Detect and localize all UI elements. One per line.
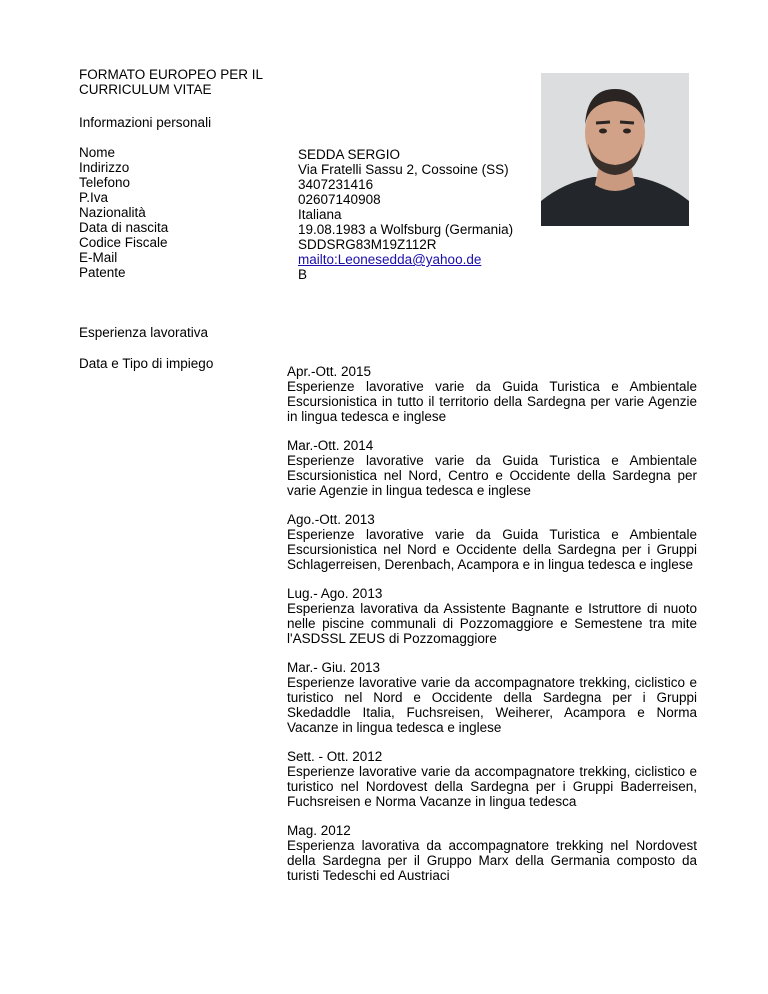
experience-entry xyxy=(287,749,697,809)
experience-date: Lug.- Ago. 2013 xyxy=(287,586,383,601)
label-vat: P.Iva xyxy=(79,190,109,205)
experience-date: Apr.-Ott. 2015 xyxy=(287,364,372,379)
document-title xyxy=(79,67,319,97)
experience-description: Esperienza lavorativa da Assistente Bagnante e Istruttore di nuoto nelle piscine communali di Pozzomaggiore e Semestene tra mite l'ASDSSL ZEUS di Pozzomaggiore xyxy=(287,601,697,646)
profile-photo xyxy=(541,73,689,226)
label-tax-code: Codice Fiscale xyxy=(79,235,168,250)
value-phone: 3407231416 xyxy=(298,177,374,192)
value-license: B xyxy=(298,267,308,282)
experience-date: Sett. - Ott. 2012 xyxy=(287,749,383,764)
experience-entry xyxy=(287,823,697,883)
experience-entry xyxy=(287,512,697,572)
experience-description: Esperienze lavorative varie da accompagnatore trekking, ciclistico e turistico nel Nord e Occidente della Sardegna per i Gruppi Skedaddle Italia, Fuchsreisen, Weiherer, Acampora e Norma Vacanze in lingua tedesca e inglese xyxy=(287,675,697,735)
value-email-row xyxy=(298,252,558,267)
value-vat: 02607140908 xyxy=(298,192,381,207)
portrait-image xyxy=(541,73,689,226)
experience-date: Mag. 2012 xyxy=(287,823,351,838)
label-email: E-Mail xyxy=(79,250,118,265)
experience-list xyxy=(287,364,697,897)
experience-description: Esperienze lavorative varie da Guida Turistica e Ambientale Escursionistica in tutto il territorio della Sardegna per varie Agenzie in lingua tedesca e inglese xyxy=(287,379,697,424)
email-link[interactable]: mailto:Leonesedda@yahoo.de xyxy=(298,252,482,267)
experience-entry xyxy=(287,364,697,424)
experience-date: Mar.- Giu. 2013 xyxy=(287,660,381,675)
experience-description: Esperienze lavorative varie da Guida Turistica e Ambientale Escursionistica nel Nord, Centro e Occidente della Sardegna per varie Agenzie in lingua tedesca e inglese xyxy=(287,453,697,498)
experience-entry xyxy=(287,660,697,735)
personal-info-labels xyxy=(79,145,259,280)
value-tax-code: SDDSRG83M19Z112R xyxy=(298,237,437,252)
document-title-line-2: CURRICULUM VITAE xyxy=(79,82,212,97)
experience-date: Ago.-Ott. 2013 xyxy=(287,512,375,527)
document-title-line-1: FORMATO EUROPEO PER IL xyxy=(79,67,264,82)
experience-entry xyxy=(287,438,697,498)
label-nationality: Nazionalità xyxy=(79,205,146,220)
label-address: Indirizzo xyxy=(79,160,130,175)
label-license: Patente xyxy=(79,265,126,280)
personal-info-heading: Informazioni personali xyxy=(79,115,212,130)
label-birth: Data di nascita xyxy=(79,220,169,235)
value-name: SEDDA SERGIO xyxy=(298,147,401,162)
experience-date: Mar.-Ott. 2014 xyxy=(287,438,374,453)
label-phone: Telefono xyxy=(79,175,131,190)
personal-info-values xyxy=(298,147,558,282)
experience-description: Esperienza lavorativa da accompagnatore trekking nel Nordovest della Sardegna per il Gruppo Marx della Germania composto da turisti Tedeschi ed Austriaci xyxy=(287,838,697,883)
experience-heading: Esperienza lavorativa xyxy=(79,325,209,340)
experience-column-label: Data e Tipo di impiego xyxy=(79,356,214,371)
value-birth: 19.08.1983 a Wolfsburg (Germania) xyxy=(298,222,514,237)
value-nationality: Italiana xyxy=(298,207,342,222)
experience-description: Esperienze lavorative varie da accompagnatore trekking, ciclistico e turistico nel Nordovest della Sardegna per i Gruppi Baderreisen, Fuchsreisen e Norma Vacanze in lingua tedesca xyxy=(287,764,697,809)
experience-entry xyxy=(287,586,697,646)
value-address: Via Fratelli Sassu 2, Cossoine (SS) xyxy=(298,162,509,177)
experience-description: Esperienze lavorative varie da Guida Turistica e Ambientale Escursionistica nel Nord e Occidente della Sardegna per i Gruppi Schlagerreisen, Derenbach, Acampora e in lingua tedesca e inglese xyxy=(287,527,697,572)
label-name: Nome xyxy=(79,145,116,160)
